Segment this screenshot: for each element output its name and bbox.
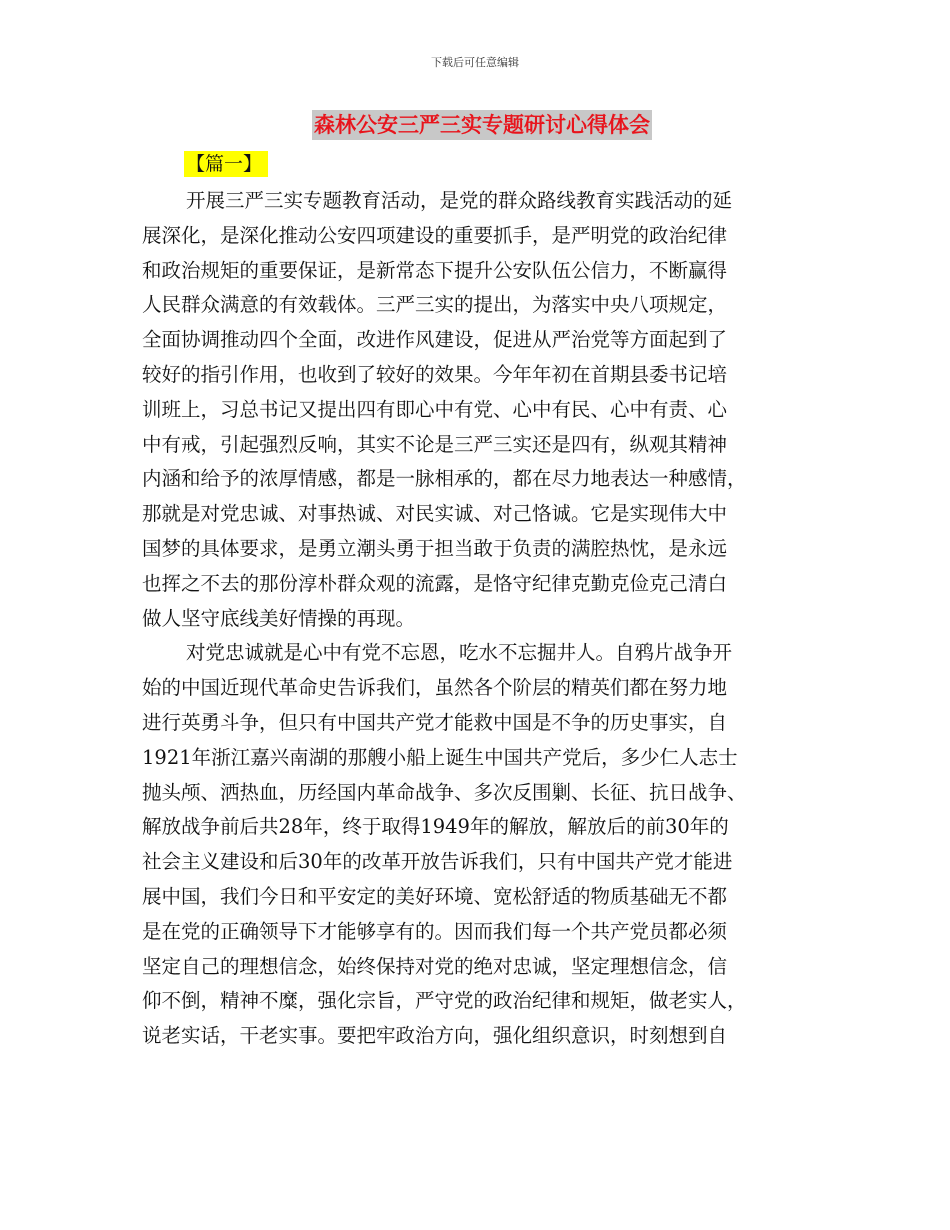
text-line: 始的中国近现代革命史告诉我们，虽然各个阶层的精英们都在努力地	[142, 676, 728, 700]
text-line: 开展三严三实专题教育活动，是党的群众路线教育实践活动的延	[186, 189, 733, 212]
text-line: 和政治规矩的重要保证，是新常态下提升公安队伍公信力，不断赢得	[142, 258, 728, 282]
text-line: 内涵和给予的浓厚情感，都是一脉相承的，都在尽力地表达一种感情，	[142, 467, 747, 491]
document-body	[142, 184, 812, 1054]
text-line: 较好的指引作用，也收到了较好的效果。今年年初在首期县委书记培	[142, 362, 728, 386]
paragraph-2	[142, 636, 812, 1054]
text-line: 做人坚守底线美好情操的再现。	[142, 606, 416, 630]
text-line: 那就是对党忠诚、对事热诚、对民实诚、对己恪诚。它是实现伟大中	[142, 502, 728, 526]
text-line: 1921年浙江嘉兴南湖的那艘小船上诞生中国共产党后，多少仁人志士	[142, 745, 738, 769]
text-line: 进行英勇斗争，但只有中国共产党才能救中国是不争的历史事实，自	[142, 710, 728, 734]
document-title: 森林公安三严三实专题研讨心得体会	[312, 110, 652, 140]
text-line: 社会主义建设和后30年的改革开放告诉我们，只有中国共产党才能进	[142, 850, 733, 874]
text-line: 是在党的正确领导下才能够享有的。因而我们每一个共产党员都必须	[142, 919, 728, 943]
text-line: 坚定自己的理想信念，始终保持对党的绝对忠诚，坚定理想信念，信	[142, 954, 728, 978]
text-line: 展深化，是深化推动公安四项建设的重要抓手，是严明党的政治纪律	[142, 223, 728, 247]
text-line: 也挥之不去的那份淳朴群众观的流露，是恪守纪律克勤克俭克己清白	[142, 571, 728, 595]
text-line: 人民群众满意的有效载体。三严三实的提出，为落实中央八项规定，	[142, 293, 728, 317]
text-line: 中有戒，引起强烈反响，其实不论是三严三实还是四有，纵观其精神	[142, 432, 728, 456]
text-line: 仰不倒，精神不糜，强化宗旨，严守党的政治纪律和规矩，做老实人，	[142, 989, 747, 1013]
text-line: 展中国，我们今日和平安定的美好环境、宽松舒适的物质基础无不都	[142, 884, 728, 908]
text-line: 抛头颅、洒热血，历经国内革命战争、多次反围剿、长征、抗日战争、	[142, 780, 747, 804]
section-label: 【篇一】	[184, 151, 268, 177]
text-line: 全面协调推动四个全面，改进作风建设，促进从严治党等方面起到了	[142, 328, 728, 352]
text-line: 国梦的具体要求，是勇立潮头勇于担当敢于负责的满腔热忱，是永远	[142, 536, 728, 560]
text-line: 解放战争前后共28年，终于取得1949年的解放，解放后的前30年的	[142, 815, 729, 839]
paragraph-1	[142, 184, 812, 636]
text-line: 对党忠诚就是心中有党不忘恩，吃水不忘掘井人。自鸦片战争开	[186, 641, 733, 665]
page-header: 下载后可任意编辑	[431, 56, 519, 69]
text-line: 说老实话，干老实事。要把牢政治方向，强化组织意识，时刻想到自	[142, 1024, 728, 1048]
text-line: 训班上，习总书记又提出四有即心中有党、心中有民、心中有责、心	[142, 397, 728, 421]
